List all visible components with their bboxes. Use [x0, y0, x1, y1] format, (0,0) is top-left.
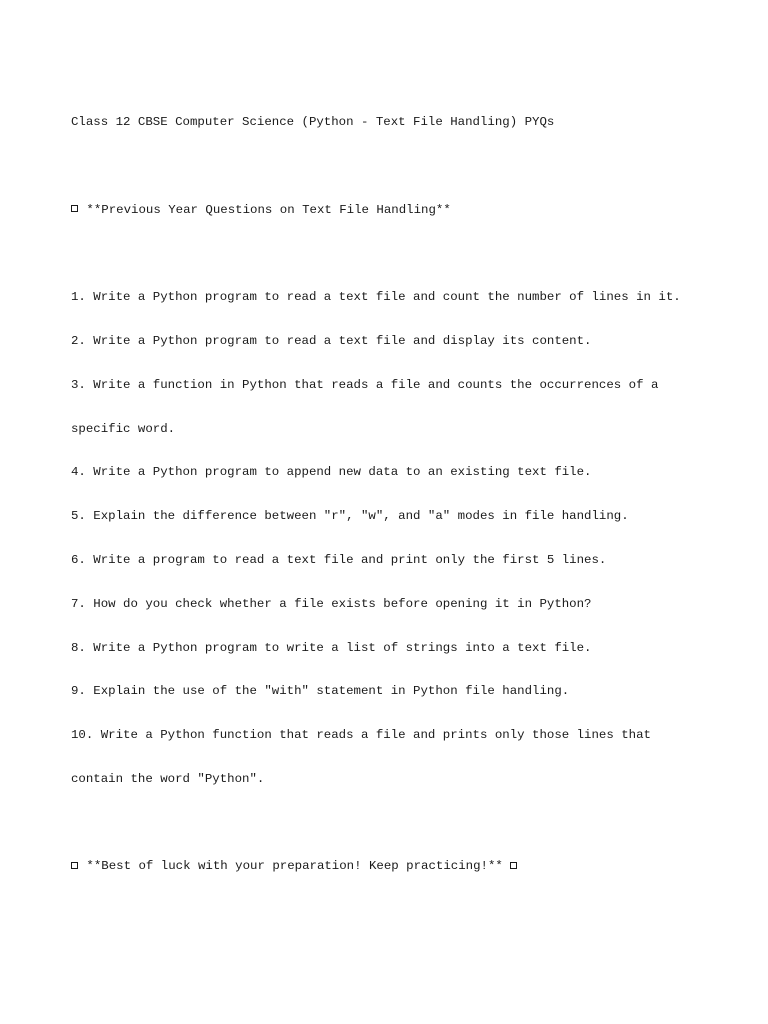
question-line: 2. Write a Python program to read a text file and display its content.: [71, 334, 592, 349]
question-line: 4. Write a Python program to append new data to an existing text file.: [71, 465, 592, 480]
question-line: 10. Write a Python function that reads a file and prints only those lines that: [71, 728, 651, 743]
question-line: contain the word "Python".: [71, 771, 265, 786]
document-body: [71, 86, 731, 903]
missing-glyph-icon: [71, 862, 78, 869]
closing-text: **Best of luck with your preparation! Keep practicing!**: [79, 859, 511, 874]
missing-glyph-icon: [510, 862, 517, 869]
blank-line: [71, 247, 731, 262]
question-line: 3. Write a function in Python that reads a file and counts the occurrences of a: [71, 377, 659, 392]
question-line: 1. Write a Python program to read a text file and count the number of lines in it.: [71, 290, 681, 305]
question-line: 5. Explain the difference between "r", "w", and "a" modes in file handling.: [71, 509, 629, 524]
blank-line: [71, 159, 731, 174]
question-line: 8. Write a Python program to write a list of strings into a text file.: [71, 640, 592, 655]
question-line: 9. Explain the use of the "with" statement in Python file handling.: [71, 684, 570, 699]
document-title: Class 12 CBSE Computer Science (Python - Text File Handling) PYQs: [71, 115, 555, 130]
question-line: 7. How do you check whether a file exists before opening it in Python?: [71, 596, 592, 611]
section-heading-line: [71, 203, 731, 218]
blank-line: [71, 816, 731, 831]
question-line: 6. Write a program to read a text file and print only the first 5 lines.: [71, 553, 607, 567]
question-line: specific word.: [71, 421, 176, 436]
closing-line: [71, 859, 731, 874]
section-heading: **Previous Year Questions on Text File Handling**: [79, 202, 451, 217]
missing-glyph-icon: [71, 205, 78, 212]
